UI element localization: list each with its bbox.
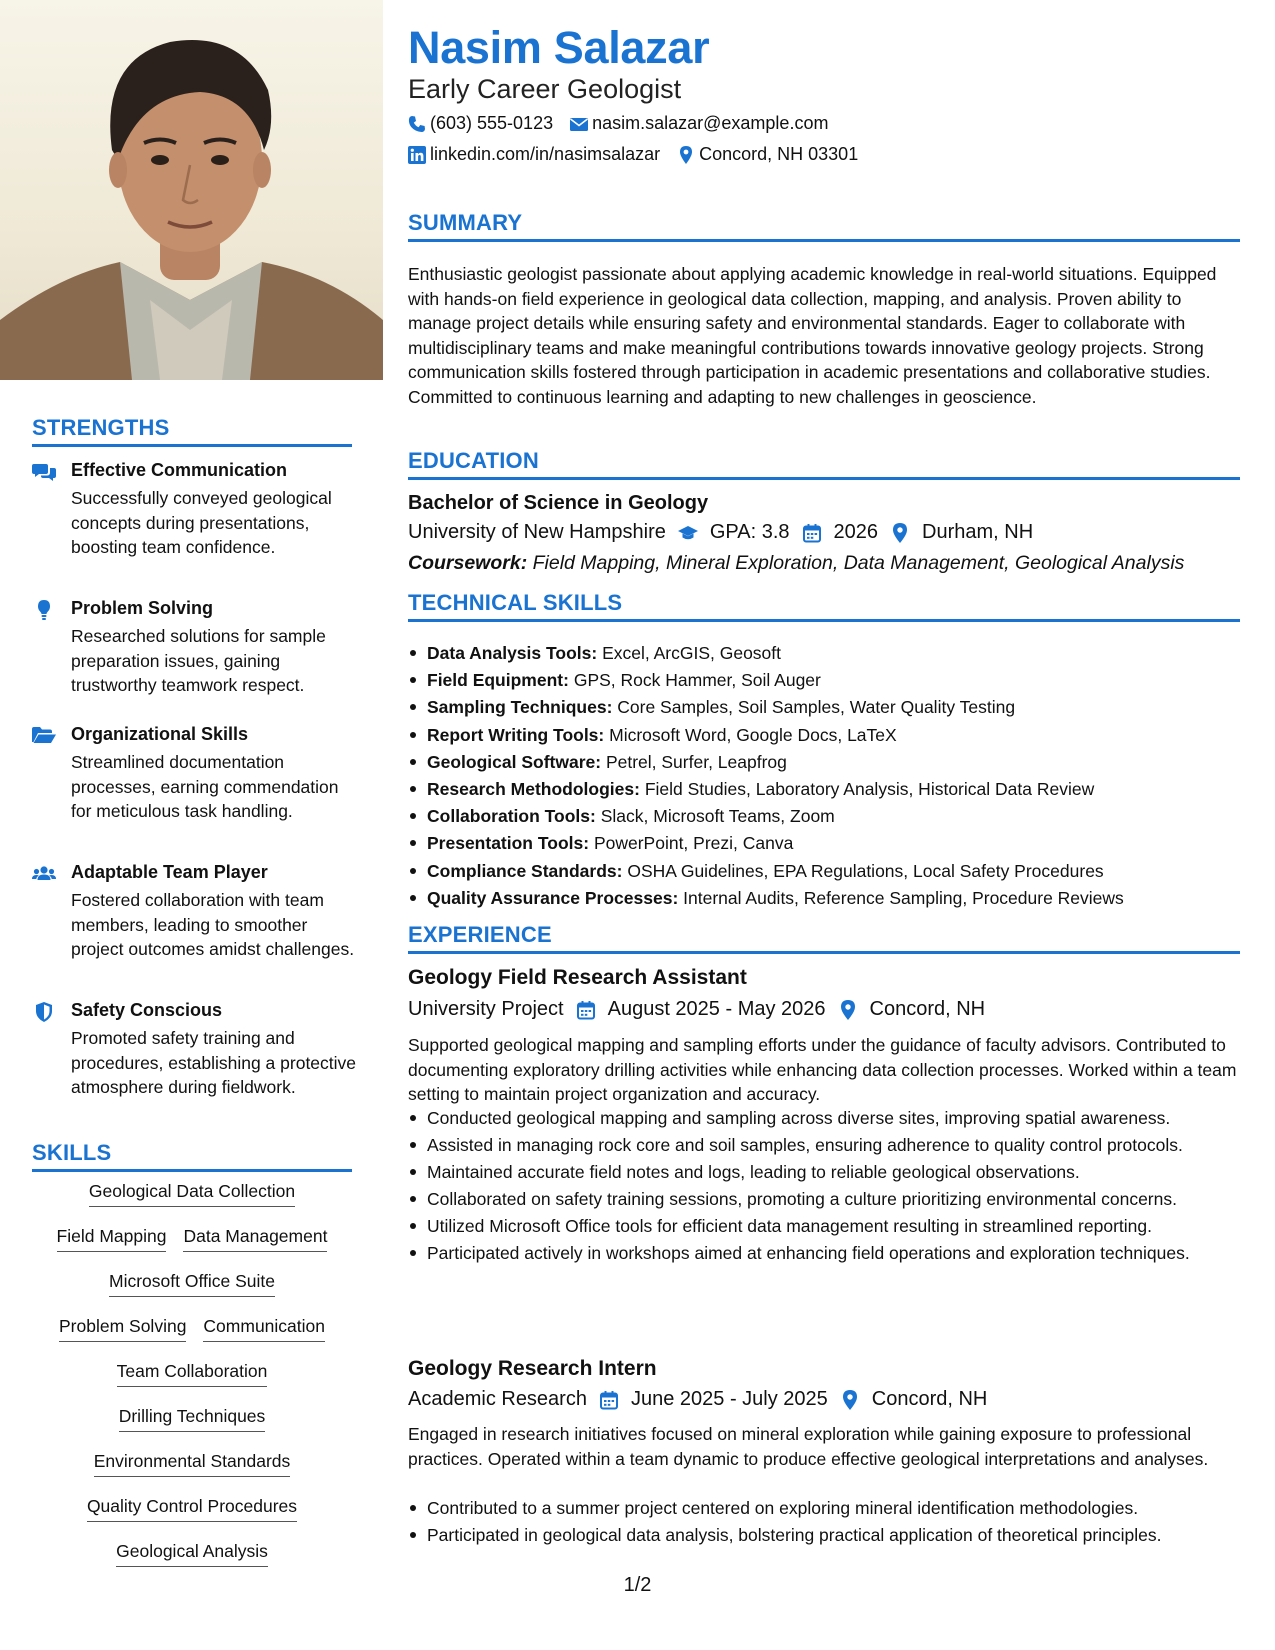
map-pin-icon (838, 1000, 858, 1020)
tech-skill-item (408, 641, 1240, 668)
school-name: University of New Hampshire (408, 521, 666, 543)
candidate-name: Nasim Salazar (408, 22, 710, 73)
candidate-role: Early Career Geologist (408, 74, 682, 104)
tech-skill-value: GPS, Rock Hammer, Soil Auger (573, 670, 821, 691)
tech-skill-item (408, 777, 1240, 804)
tech-skill-label: Quality Assurance Processes: (427, 887, 679, 908)
job-location: Concord, NH (869, 998, 986, 1020)
skill-chip: Drilling Techniques (119, 1405, 266, 1432)
tech-skill-item (408, 886, 1240, 913)
job-dates: August 2025 - May 2026 (607, 998, 826, 1020)
skill-row (32, 1495, 352, 1540)
tech-skill-value: Internal Audits, Reference Sampling, Procedure Reviews (683, 887, 1124, 908)
strength-description: Researched solutions for sample preparation issues, gaining trustworthy teamwork respect. (71, 626, 326, 695)
calendar-icon (802, 523, 822, 543)
skill-row (32, 1225, 352, 1270)
degree-title: Bachelor of Science in Geology (408, 492, 709, 514)
tech-skill-label: Sampling Techniques: (427, 697, 613, 718)
strength-item (32, 862, 362, 982)
job-bullet: Collaborated on safety training sessions, promoting a culture prioritizing environmental concerns. (408, 1187, 1240, 1212)
job-description: Supported geological mapping and sampling efforts under the guidance of faculty advisors. Contributed to documenting exploratory drilling activities while enhancing data collection processes. Worked within a team setting to maintain project organization and accuracy. (408, 1035, 1237, 1104)
strength-item (32, 1000, 362, 1120)
tech-skill-item (408, 831, 1240, 858)
map-pin-icon (840, 1390, 860, 1410)
job-bullets (408, 1106, 1240, 1268)
shield-icon (32, 1002, 56, 1022)
gpa-text: GPA: 3.8 (709, 521, 790, 543)
job-bullet: Contributed to a summer project centered on exploring mineral identification methodologies. (408, 1496, 1240, 1521)
job-bullet: Participated in geological data analysis, bolstering practical application of theoretical principles. (408, 1523, 1240, 1548)
location-contact (677, 144, 858, 165)
job-bullet: Utilized Microsoft Office tools for efficient data management resulting in streamlined reporting. (408, 1214, 1240, 1239)
job-bullet: Maintained accurate field notes and logs, leading to reliable geological observations. (408, 1160, 1240, 1185)
skill-chip: Communication (203, 1315, 325, 1342)
comments-icon (32, 462, 56, 482)
strength-description: Streamlined documentation processes, earning commendation for meticulous task handling. (71, 752, 339, 821)
job-org: University Project (408, 998, 564, 1020)
skill-chip: Geological Data Collection (89, 1180, 295, 1207)
tech-skill-item (408, 695, 1240, 722)
job-bullet: Assisted in managing rock core and soil samples, ensuring adherence to quality control protocols. (408, 1133, 1240, 1158)
calendar-icon (599, 1390, 619, 1410)
folder-open-icon (32, 726, 56, 746)
job-bullet: Participated actively in workshops aimed at enhancing field operations and exploration techniques. (408, 1241, 1240, 1266)
summary-heading: SUMMARY (408, 210, 1240, 242)
skills-heading: SKILLS (32, 1140, 352, 1172)
coursework-text: Field Mapping, Mineral Exploration, Data Management, Geological Analysis (532, 552, 1185, 574)
job-title: Geology Field Research Assistant (408, 966, 747, 989)
phone-text: (603) 555-0123 (430, 113, 554, 133)
map-pin-icon (677, 146, 695, 164)
tech-skill-value: Petrel, Surfer, Leapfrog (605, 751, 787, 772)
tech-skill-label: Research Methodologies: (427, 778, 640, 799)
skill-row (32, 1360, 352, 1405)
skill-chip: Problem Solving (59, 1315, 186, 1342)
skill-chip: Geological Analysis (116, 1540, 268, 1567)
tech-skill-item (408, 804, 1240, 831)
calendar-icon (576, 1000, 596, 1020)
left-column (0, 0, 383, 1650)
technical-skills-heading: TECHNICAL SKILLS (408, 590, 1240, 622)
strength-title: Effective Communication (71, 460, 288, 480)
skill-row (32, 1450, 352, 1495)
school-location: Durham, NH (922, 521, 1034, 543)
tech-skill-label: Report Writing Tools: (427, 724, 605, 745)
skill-chip: Data Management (183, 1225, 327, 1252)
tech-skill-item (408, 723, 1240, 750)
graduation-cap-icon (678, 523, 698, 543)
strength-item (32, 724, 362, 844)
tech-skill-label: Data Analysis Tools: (427, 643, 598, 663)
tech-skill-item (408, 668, 1240, 695)
tech-skill-label: Field Equipment: (427, 670, 569, 691)
tech-skill-value: Core Samples, Soil Samples, Water Quality Testing (617, 697, 1016, 718)
strength-title: Safety Conscious (71, 1000, 223, 1020)
tech-skill-label: Geological Software: (427, 751, 602, 772)
tech-skill-label: Presentation Tools: (427, 833, 590, 854)
skill-chip: Team Collaboration (117, 1360, 268, 1387)
tech-skill-item (408, 750, 1240, 777)
map-pin-icon (890, 523, 910, 543)
tech-skill-label: Collaboration Tools: (427, 806, 596, 827)
strength-description: Successfully conveyed geological concepts during presentations, boosting team confidence. (71, 488, 332, 557)
phone-contact[interactable] (408, 113, 553, 134)
strength-description: Promoted safety training and procedures, establishing a protective atmosphere during fieldwork. (71, 1028, 357, 1097)
skill-chip: Microsoft Office Suite (109, 1270, 275, 1297)
contact-row (408, 113, 828, 134)
linkedin-contact[interactable] (408, 144, 660, 165)
job-meta (408, 1388, 987, 1411)
tech-skill-value: Excel, ArcGIS, Geosoft (602, 643, 782, 663)
job-location: Concord, NH (871, 1388, 988, 1410)
phone-icon (408, 115, 426, 133)
strength-title: Organizational Skills (71, 724, 249, 744)
coursework-label: Coursework: (408, 552, 528, 574)
skill-row (32, 1405, 352, 1450)
skill-chip: Quality Control Procedures (87, 1495, 297, 1522)
tech-skill-value: PowerPoint, Prezi, Canva (593, 833, 794, 854)
lightbulb-icon (32, 600, 56, 620)
users-icon (32, 864, 56, 884)
experience-heading: EXPERIENCE (408, 922, 1240, 954)
envelope-icon (570, 115, 588, 133)
summary-text: Enthusiastic geologist passionate about applying academic knowledge in real-world situations. Equipped with hands-on field experience in geological data collection, mapping, and analysis. Proven ability to manage project details while ensuring safety and environmental standards. Eager to collaborate with multidisciplinary teams and make meaningful contributions towards innovative geology projects. Strong communication skills fostered through participation in academic presentations and collaborative studies. Committed to continuous learning and adapting to new challenges in geoscience. (408, 264, 1217, 407)
skill-row (32, 1180, 352, 1225)
job-meta (408, 998, 985, 1021)
page-number: 1/2 (623, 1574, 652, 1596)
job-description: Engaged in research initiatives focused on mineral exploration while gaining exposure to professional practices. Operated within a team dynamic to produce effective geological interpretations and analyses. (408, 1424, 1209, 1469)
tech-skill-label: Compliance Standards: (427, 860, 623, 881)
strength-item (32, 460, 362, 580)
job-title: Geology Research Intern (408, 1357, 657, 1380)
strength-title: Problem Solving (71, 598, 214, 618)
coursework-line (408, 552, 1184, 575)
job-dates: June 2025 - July 2025 (630, 1388, 828, 1410)
strength-item (32, 598, 362, 698)
tech-skill-value: Field Studies, Laboratory Analysis, Historical Data Review (644, 778, 1095, 799)
email-contact[interactable] (570, 113, 828, 134)
skill-chip: Field Mapping (57, 1225, 167, 1252)
profile-photo (0, 0, 383, 380)
strength-title: Adaptable Team Player (71, 862, 268, 882)
job-bullet: Conducted geological mapping and sampling across diverse sites, improving spatial awareness. (408, 1106, 1240, 1131)
strength-description: Fostered collaboration with team members, leading to smoother project outcomes amidst challenges. (71, 890, 355, 959)
tech-skill-value: Slack, Microsoft Teams, Zoom (600, 806, 835, 827)
skill-row (32, 1315, 352, 1360)
tech-skill-value: OSHA Guidelines, EPA Regulations, Local Safety Procedures (627, 860, 1104, 881)
technical-skills-list (408, 641, 1240, 913)
location-text: Concord, NH 03301 (699, 144, 859, 164)
contact-row (408, 144, 858, 165)
skill-chip: Environmental Standards (94, 1450, 291, 1477)
linkedin-icon (408, 146, 426, 164)
education-meta (408, 521, 1033, 544)
tech-skill-item (408, 859, 1240, 886)
education-heading: EDUCATION (408, 448, 1240, 480)
skill-row (32, 1270, 352, 1315)
skills-list (32, 1180, 352, 1585)
strengths-heading: STRENGTHS (32, 415, 352, 447)
email-text: nasim.salazar@example.com (592, 113, 829, 133)
job-bullets (408, 1496, 1240, 1550)
job-org: Academic Research (408, 1388, 587, 1410)
graduation-year: 2026 (833, 521, 879, 543)
linkedin-text: linkedin.com/in/nasimsalazar (430, 144, 661, 164)
tech-skill-value: Microsoft Word, Google Docs, LaTeX (609, 724, 897, 745)
